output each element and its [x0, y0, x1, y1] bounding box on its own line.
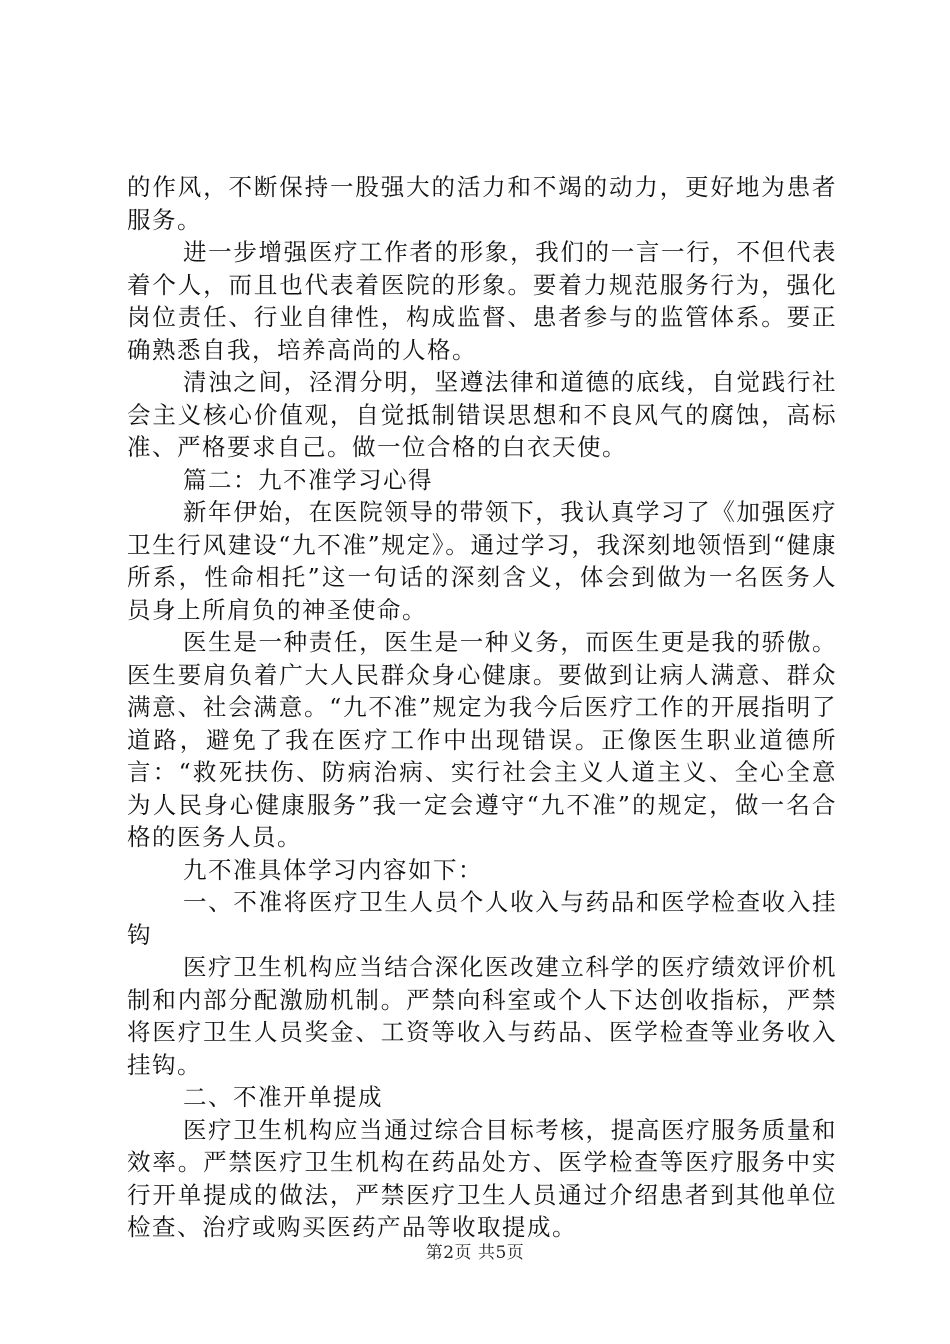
- paragraph-new-year: 新年伊始，在医院领导的带领下，我认真学习了《加强医疗卫生行风建设“九不准”规定》。通过学习，我深刻地领悟到“健康所系，性命相托”这一句话的深刻含义，体会到做为一名医务人员身上所肩负的神圣使命。: [127, 498, 837, 624]
- list-item-body-2: 医疗卫生机构应当通过综合目标考核，提高医疗服务质量和效率。严禁医疗卫生机构在药品处方、医学检查等医疗服务中实行开单提成的做法，严禁医疗卫生人员通过介绍患者到其他单位检查、治疗或购买医药产品等收取提成。: [127, 1115, 837, 1241]
- page-number: 第2页 共5页: [425, 1243, 525, 1263]
- document-body: [127, 171, 837, 1244]
- list-item-body-1: 医疗卫生机构应当结合深化医改建立科学的医疗绩效评价机制和内部分配激励机制。严禁向科室或个人下达创收指标，严禁将医疗卫生人员奖金、工资等收入与药品、医学检查等业务收入挂钩。: [127, 953, 837, 1079]
- list-item-heading-2: 二、不准开单提成: [183, 1083, 383, 1111]
- paragraph-continuation: 的作风，不断保持一股强大的活力和不竭的动力，更好地为患者服务。: [127, 173, 837, 234]
- section-heading: 篇二：九不准学习心得: [183, 465, 433, 494]
- paragraph-image: 进一步增强医疗工作者的形象，我们的一言一行，不但代表着个人，而且也代表着医院的形象。要着力规范服务行为，强化岗位责任、行业自律性，构成监督、患者参与的监管体系。要正确熟悉自我，培养高尚的人格。: [127, 238, 837, 364]
- list-item-heading-1: 一、不准将医疗卫生人员个人收入与药品和医学检查收入挂钩: [127, 888, 837, 949]
- paragraph-integrity: 清浊之间，泾渭分明，坚遵法律和道德的底线，自觉践行社会主义核心价值观，自觉抵制错误思想和不良风气的腐蚀，高标准、严格要求自己。做一位合格的白衣天使。: [127, 368, 837, 461]
- paragraph-intro-list: 九不准具体学习内容如下：: [183, 855, 483, 884]
- paragraph-doctor-duty: 医生是一种责任，医生是一种义务，而医生更是我的骄傲。医生要肩负着广大人民群众身心健康。要做到让病人满意、群众满意、社会满意。“九不准”规定为我今后医疗工作的开展指明了道路，避免了我在医疗工作中出现错误。正像医生职业道德所言：“救死扶伤、防病治病、实行社会主义人道主义、全心全意为人民身心健康服务”我一定会遵守“九不准”的规定，做一名合格的医务人员。: [127, 628, 837, 851]
